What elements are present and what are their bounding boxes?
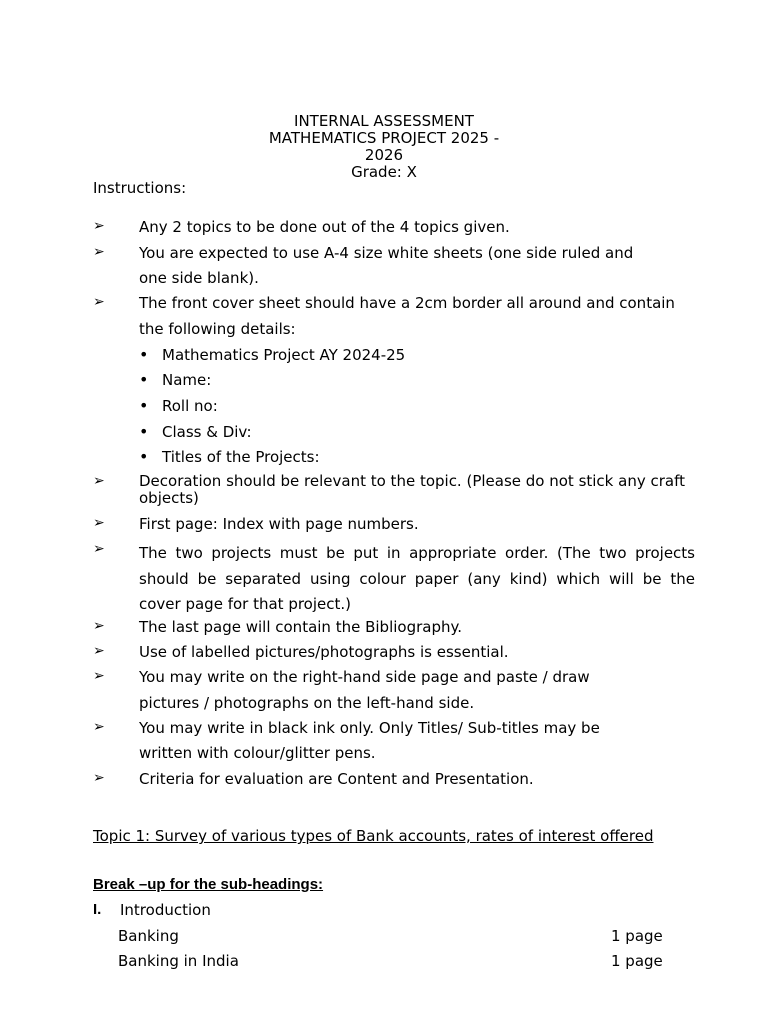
- section-numeral: I.: [93, 901, 102, 918]
- instruction-black-ink: You may write in black ink only. Only Titles/ Sub-titles may be: [139, 719, 600, 737]
- dot-bullet-icon: •: [139, 370, 149, 389]
- cover-detail-item: Titles of the Projects:: [162, 448, 320, 466]
- topic-heading: Topic 1: Survey of various types of Bank accounts, rates of interest offered: [93, 827, 654, 845]
- breakup-heading: Break –up for the sub-headings:: [93, 876, 324, 893]
- arrow-bullet-icon: ➢: [93, 294, 105, 310]
- instruction-last-page: The last page will contain the Bibliography.: [139, 618, 462, 636]
- arrow-bullet-icon: ➢: [93, 541, 105, 557]
- instruction-topics: Any 2 topics to be done out of the 4 topics given.: [139, 218, 510, 236]
- arrow-bullet-icon: ➢: [93, 244, 105, 260]
- subheading-label: Banking in India: [118, 952, 239, 970]
- instruction-cover-cont: the following details:: [139, 320, 296, 338]
- instruction-order: The two projects must be put in appropriate order. (The two projects should be separated using colour paper (any kind) which will be the cover page for that project.): [139, 544, 695, 613]
- instruction-criteria: Criteria for evaluation are Content and Presentation.: [139, 770, 534, 788]
- instruction-decoration: Decoration should be relevant to the topic. (Please do not stick any craft objects): [139, 472, 685, 507]
- instruction-sheets: You are expected to use A-4 size white sheets (one side ruled and: [139, 244, 634, 262]
- arrow-bullet-icon: ➢: [93, 515, 105, 531]
- dot-bullet-icon: •: [139, 345, 149, 364]
- section-title: Introduction: [120, 901, 211, 919]
- dot-bullet-icon: •: [139, 447, 149, 466]
- instruction-pictures: Use of labelled pictures/photographs is essential.: [139, 643, 509, 661]
- header-year: 2026: [364, 146, 404, 164]
- subheading-pages: 1 page: [611, 952, 663, 970]
- header-grade: Grade: X: [351, 163, 417, 181]
- cover-detail-item: Name:: [162, 371, 212, 389]
- header-subtitle: MATHEMATICS PROJECT 2025 -: [268, 129, 500, 147]
- arrow-bullet-icon: ➢: [93, 770, 105, 786]
- instructions-label: Instructions:: [93, 179, 187, 197]
- instruction-sheets-cont: one side blank).: [139, 269, 259, 287]
- arrow-bullet-icon: ➢: [93, 643, 105, 659]
- instruction-write-right: You may write on the right-hand side page and paste / draw: [139, 668, 590, 686]
- instruction-first-page: First page: Index with page numbers.: [139, 515, 419, 533]
- cover-detail-item: Mathematics Project AY 2024-25: [162, 346, 406, 364]
- instruction-black-ink-cont: written with colour/glitter pens.: [139, 744, 376, 762]
- dot-bullet-icon: •: [139, 422, 149, 441]
- header-title: INTERNAL ASSESSMENT: [294, 112, 474, 130]
- document-header: [0, 113, 768, 181]
- arrow-bullet-icon: ➢: [93, 618, 105, 634]
- cover-detail-item: Class & Div:: [162, 423, 252, 441]
- dot-bullet-icon: •: [139, 396, 149, 415]
- subheading-label: Banking: [118, 927, 179, 945]
- subheading-pages: 1 page: [611, 927, 663, 945]
- instruction-cover: The front cover sheet should have a 2cm border all around and contain: [139, 294, 675, 312]
- arrow-bullet-icon: ➢: [93, 668, 105, 684]
- cover-detail-item: Roll no:: [162, 397, 218, 415]
- arrow-bullet-icon: ➢: [93, 719, 105, 735]
- instruction-write-right-cont: pictures / photographs on the left-hand side.: [139, 694, 475, 712]
- arrow-bullet-icon: ➢: [93, 473, 105, 489]
- arrow-bullet-icon: ➢: [93, 218, 105, 234]
